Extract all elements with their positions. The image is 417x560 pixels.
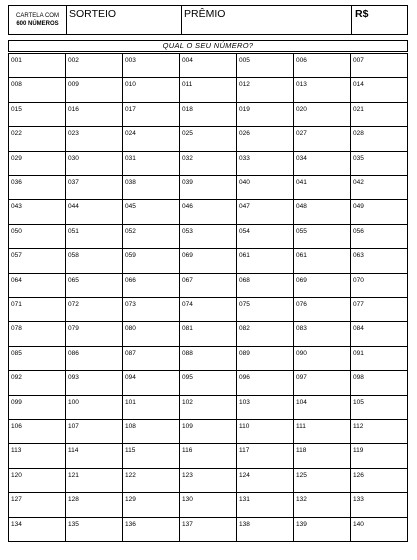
number-cell[interactable]: 138 <box>237 518 294 542</box>
number-cell[interactable]: 106 <box>9 420 66 444</box>
number-cell[interactable]: 024 <box>123 127 180 151</box>
number-cell[interactable]: 069 <box>294 274 351 298</box>
number-grid <box>8 53 408 542</box>
number-cell[interactable]: 053 <box>180 225 237 249</box>
number-cell[interactable]: 059 <box>123 249 180 273</box>
number-cell[interactable]: 041 <box>294 176 351 200</box>
number-cell[interactable]: 098 <box>351 371 408 395</box>
number-cell[interactable]: 118 <box>294 444 351 468</box>
number-cell[interactable]: 089 <box>237 347 294 371</box>
number-cell[interactable]: 057 <box>9 249 66 273</box>
number-cell[interactable]: 058 <box>66 249 123 273</box>
number-cell[interactable]: 137 <box>180 518 237 542</box>
number-cell[interactable]: 043 <box>9 200 66 224</box>
number-cell[interactable]: 048 <box>294 200 351 224</box>
number-cell[interactable]: 033 <box>237 152 294 176</box>
number-cell[interactable]: 101 <box>123 396 180 420</box>
number-cell[interactable]: 113 <box>9 444 66 468</box>
number-cell[interactable]: 061 <box>237 249 294 273</box>
cartela-line1: CARTELA COM <box>16 13 59 19</box>
number-cell[interactable]: 020 <box>294 103 351 127</box>
premio-label: PRÊMIO <box>184 8 226 20</box>
number-cell[interactable]: 027 <box>294 127 351 151</box>
number-cell[interactable]: 012 <box>237 78 294 102</box>
number-cell[interactable]: 121 <box>66 469 123 493</box>
number-cell[interactable]: 035 <box>351 152 408 176</box>
currency-label: R$ <box>355 8 369 20</box>
number-cell[interactable]: 135 <box>66 518 123 542</box>
number-cell[interactable]: 085 <box>9 347 66 371</box>
value-field[interactable] <box>352 6 407 34</box>
number-cell[interactable]: 096 <box>237 371 294 395</box>
number-cell[interactable]: 016 <box>66 103 123 127</box>
number-cell[interactable]: 067 <box>180 274 237 298</box>
number-cell[interactable]: 001 <box>9 54 66 78</box>
sorteio-label: SORTEIO <box>69 8 117 20</box>
number-cell[interactable]: 110 <box>237 420 294 444</box>
number-cell[interactable]: 018 <box>180 103 237 127</box>
number-cell[interactable]: 037 <box>66 176 123 200</box>
number-cell[interactable]: 131 <box>237 493 294 517</box>
number-cell[interactable]: 013 <box>294 78 351 102</box>
number-cell[interactable]: 038 <box>123 176 180 200</box>
number-cell[interactable]: 077 <box>351 298 408 322</box>
number-cell[interactable]: 040 <box>237 176 294 200</box>
number-cell[interactable]: 087 <box>123 347 180 371</box>
number-cell[interactable]: 068 <box>237 274 294 298</box>
number-cell[interactable]: 022 <box>9 127 66 151</box>
number-cell[interactable]: 064 <box>9 274 66 298</box>
number-cell[interactable]: 076 <box>294 298 351 322</box>
number-cell[interactable]: 002 <box>66 54 123 78</box>
number-cell[interactable]: 129 <box>123 493 180 517</box>
number-cell[interactable]: 021 <box>351 103 408 127</box>
number-cell[interactable]: 086 <box>66 347 123 371</box>
number-cell[interactable]: 054 <box>237 225 294 249</box>
number-cell[interactable]: 105 <box>351 396 408 420</box>
number-cell[interactable]: 009 <box>66 78 123 102</box>
number-cell[interactable]: 127 <box>9 493 66 517</box>
number-cell[interactable]: 007 <box>351 54 408 78</box>
number-cell[interactable]: 090 <box>294 347 351 371</box>
number-cell[interactable]: 079 <box>66 322 123 346</box>
number-cell[interactable]: 134 <box>9 518 66 542</box>
number-cell[interactable]: 010 <box>123 78 180 102</box>
number-cell[interactable]: 091 <box>351 347 408 371</box>
number-cell[interactable]: 014 <box>351 78 408 102</box>
number-cell[interactable]: 122 <box>123 469 180 493</box>
number-cell[interactable]: 031 <box>123 152 180 176</box>
number-cell[interactable]: 045 <box>123 200 180 224</box>
number-cell[interactable]: 061 <box>294 249 351 273</box>
number-cell[interactable]: 088 <box>180 347 237 371</box>
number-cell[interactable]: 139 <box>294 518 351 542</box>
number-cell[interactable]: 072 <box>66 298 123 322</box>
number-cell[interactable]: 083 <box>294 322 351 346</box>
number-cell[interactable]: 128 <box>66 493 123 517</box>
number-cell[interactable]: 075 <box>237 298 294 322</box>
number-cell[interactable]: 114 <box>66 444 123 468</box>
number-cell[interactable]: 051 <box>66 225 123 249</box>
number-cell[interactable]: 136 <box>123 518 180 542</box>
number-cell[interactable]: 015 <box>9 103 66 127</box>
number-cell[interactable]: 049 <box>351 200 408 224</box>
number-cell[interactable]: 023 <box>66 127 123 151</box>
number-cell[interactable]: 097 <box>294 371 351 395</box>
number-cell[interactable]: 036 <box>9 176 66 200</box>
number-cell[interactable]: 117 <box>237 444 294 468</box>
number-cell[interactable]: 115 <box>123 444 180 468</box>
number-cell[interactable]: 005 <box>237 54 294 78</box>
number-cell[interactable]: 019 <box>237 103 294 127</box>
number-cell[interactable]: 132 <box>294 493 351 517</box>
number-cell[interactable]: 100 <box>66 396 123 420</box>
number-cell[interactable]: 080 <box>123 322 180 346</box>
number-cell[interactable]: 006 <box>294 54 351 78</box>
number-cell[interactable]: 042 <box>351 176 408 200</box>
number-cell[interactable]: 052 <box>123 225 180 249</box>
number-cell[interactable]: 092 <box>9 371 66 395</box>
number-cell[interactable]: 104 <box>294 396 351 420</box>
number-cell[interactable]: 119 <box>351 444 408 468</box>
number-cell[interactable]: 008 <box>9 78 66 102</box>
number-cell[interactable]: 032 <box>180 152 237 176</box>
number-cell[interactable]: 126 <box>351 469 408 493</box>
number-cell[interactable]: 029 <box>9 152 66 176</box>
number-cell[interactable]: 124 <box>237 469 294 493</box>
number-cell[interactable]: 108 <box>123 420 180 444</box>
number-cell[interactable]: 140 <box>351 518 408 542</box>
number-cell[interactable]: 047 <box>237 200 294 224</box>
number-cell[interactable]: 050 <box>9 225 66 249</box>
number-cell[interactable]: 107 <box>66 420 123 444</box>
number-cell[interactable]: 025 <box>180 127 237 151</box>
number-cell[interactable]: 095 <box>180 371 237 395</box>
cartela-line2: 600 NÚMEROS <box>16 21 59 27</box>
number-cell[interactable]: 003 <box>123 54 180 78</box>
number-cell[interactable]: 103 <box>237 396 294 420</box>
number-cell[interactable]: 046 <box>180 200 237 224</box>
number-cell[interactable]: 120 <box>9 469 66 493</box>
number-cell[interactable]: 044 <box>66 200 123 224</box>
number-cell[interactable]: 065 <box>66 274 123 298</box>
number-cell[interactable]: 034 <box>294 152 351 176</box>
header-row <box>8 5 408 35</box>
number-cell[interactable]: 094 <box>123 371 180 395</box>
number-cell[interactable]: 099 <box>9 396 66 420</box>
number-cell[interactable]: 055 <box>294 225 351 249</box>
number-cell[interactable]: 081 <box>180 322 237 346</box>
number-cell[interactable]: 112 <box>351 420 408 444</box>
number-cell[interactable]: 073 <box>123 298 180 322</box>
number-cell[interactable]: 082 <box>237 322 294 346</box>
number-cell[interactable]: 111 <box>294 420 351 444</box>
number-cell[interactable]: 004 <box>180 54 237 78</box>
number-cell[interactable]: 039 <box>180 176 237 200</box>
number-cell[interactable]: 074 <box>180 298 237 322</box>
number-cell[interactable]: 093 <box>66 371 123 395</box>
number-cell[interactable]: 069 <box>180 249 237 273</box>
premio-field[interactable] <box>182 6 352 34</box>
number-cell[interactable]: 071 <box>9 298 66 322</box>
number-cell[interactable]: 084 <box>351 322 408 346</box>
number-cell[interactable]: 056 <box>351 225 408 249</box>
number-cell[interactable]: 070 <box>351 274 408 298</box>
number-cell[interactable]: 028 <box>351 127 408 151</box>
question-banner: QUAL O SEU NÚMERO? <box>8 40 408 52</box>
number-cell[interactable]: 030 <box>66 152 123 176</box>
number-cell[interactable]: 109 <box>180 420 237 444</box>
number-cell[interactable]: 130 <box>180 493 237 517</box>
number-cell[interactable]: 116 <box>180 444 237 468</box>
number-cell[interactable]: 017 <box>123 103 180 127</box>
number-cell[interactable]: 066 <box>123 274 180 298</box>
number-cell[interactable]: 026 <box>237 127 294 151</box>
number-cell[interactable]: 102 <box>180 396 237 420</box>
cartela-label <box>9 6 67 34</box>
number-cell[interactable]: 133 <box>351 493 408 517</box>
number-cell[interactable]: 125 <box>294 469 351 493</box>
number-cell[interactable]: 123 <box>180 469 237 493</box>
number-cell[interactable]: 078 <box>9 322 66 346</box>
sorteio-field[interactable] <box>67 6 182 34</box>
number-cell[interactable]: 011 <box>180 78 237 102</box>
number-cell[interactable]: 063 <box>351 249 408 273</box>
